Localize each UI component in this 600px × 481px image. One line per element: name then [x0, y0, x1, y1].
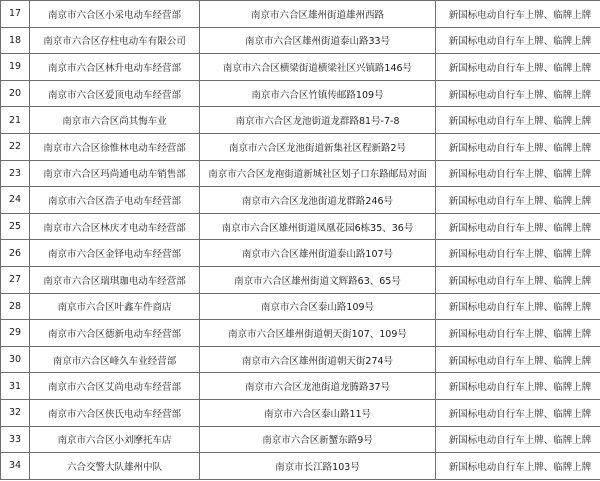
service-scope: 新国标电动自行车上牌、临牌上牌 — [436, 240, 600, 267]
service-scope: 新国标电动自行车上牌、临牌上牌 — [436, 373, 600, 400]
row-number: 17 — [1, 1, 30, 28]
table-row — [1, 320, 600, 347]
table-row — [1, 213, 600, 240]
shop-address: 南京市六合区雄州街道朝天街274号 — [200, 346, 436, 373]
row-number: 25 — [1, 213, 30, 240]
table-row — [1, 27, 600, 54]
shop-name: 南京市六合区爱顶电动车经营部 — [30, 80, 200, 107]
shop-name: 南京市六合区侠氏电动车经营部 — [30, 399, 200, 426]
shop-address: 南京市六合区泰山路11号 — [200, 399, 436, 426]
shop-address: 南京市六合区泰山路109号 — [200, 293, 436, 320]
service-scope: 新国标电动自行车上牌、临牌上牌 — [436, 266, 600, 293]
shop-address: 南京市六合区雄州街道文辉路63、65号 — [200, 266, 436, 293]
table-row — [1, 266, 600, 293]
row-number: 21 — [1, 107, 30, 134]
shop-name: 南京市六合区林庆才电动车经营部 — [30, 213, 200, 240]
shop-name: 南京市六合区叶鑫车件商店 — [30, 293, 200, 320]
service-scope: 新国标电动自行车上牌、临牌上牌 — [436, 399, 600, 426]
shop-address: 南京市六合区雄州街道泰山路33号 — [200, 27, 436, 54]
row-number: 26 — [1, 240, 30, 267]
service-scope: 新国标电动自行车上牌、临牌上牌 — [436, 320, 600, 347]
service-scope: 新国标电动自行车上牌、临牌上牌 — [436, 346, 600, 373]
service-scope: 新国标电动自行车上牌、临牌上牌 — [436, 27, 600, 54]
table-row — [1, 107, 600, 134]
shop-name: 南京市六合区艾尚电动车经营部 — [30, 373, 200, 400]
shop-name: 南京市六合区尚其悔车业 — [30, 107, 200, 134]
table-row — [1, 54, 600, 81]
table-row — [1, 346, 600, 373]
shop-name: 南京市六合区存柱电动车有限公司 — [30, 27, 200, 54]
shop-name: 南京市六合区瑞琪珈电动车经营部 — [30, 266, 200, 293]
row-number: 27 — [1, 266, 30, 293]
table-row — [1, 240, 600, 267]
table-row — [1, 80, 600, 107]
table-row — [1, 399, 600, 426]
row-number: 29 — [1, 320, 30, 347]
shop-address: 南京市六合区龙池街道龙群路246号 — [200, 187, 436, 214]
service-scope: 新国标电动自行车上牌、临牌上牌 — [436, 133, 600, 160]
shop-name: 南京市六合区玛尚通电动车销售部 — [30, 160, 200, 187]
shop-address: 南京市六合区龙池街道龙腾路37号 — [200, 373, 436, 400]
shop-address: 南京市六合区雄州街道雄州西路 — [200, 1, 436, 28]
shop-address: 南京市六合区雄州街道泰山路107号 — [200, 240, 436, 267]
row-number: 22 — [1, 133, 30, 160]
service-scope: 新国标电动自行车上牌、临牌上牌 — [436, 107, 600, 134]
row-number: 23 — [1, 160, 30, 187]
row-number: 24 — [1, 187, 30, 214]
shop-address: 南京市六合区雄州街道朝天街107、109号 — [200, 320, 436, 347]
shop-name: 南京市六合区林升电动车经营部 — [30, 54, 200, 81]
service-scope: 新国标电动自行车上牌、临牌上牌 — [436, 187, 600, 214]
shop-address: 南京市六合区龙池街道龙群路81号-7-8 — [200, 107, 436, 134]
service-scope: 新国标电动自行车上牌、临牌上牌 — [436, 160, 600, 187]
shop-name: 南京市六合区小刘摩托车店 — [30, 426, 200, 453]
shop-name: 南京市六合区徐惟林电动车经营部 — [30, 133, 200, 160]
shop-name: 六合交警大队雄州中队 — [30, 453, 200, 480]
table-row — [1, 1, 600, 28]
shop-address: 南京市六合区新蟹东路9号 — [200, 426, 436, 453]
shop-name: 南京市六合区金铎电动车经营部 — [30, 240, 200, 267]
table-row — [1, 373, 600, 400]
table-row — [1, 293, 600, 320]
row-number: 34 — [1, 453, 30, 480]
row-number: 31 — [1, 373, 30, 400]
shop-address: 南京市六合区龙池街道新集社区程新路2号 — [200, 133, 436, 160]
table-row — [1, 133, 600, 160]
service-scope: 新国标电动自行车上牌、临牌上牌 — [436, 80, 600, 107]
service-scope: 新国标电动自行车上牌、临牌上牌 — [436, 213, 600, 240]
row-number: 28 — [1, 293, 30, 320]
row-number: 33 — [1, 426, 30, 453]
shop-name: 南京市六合区浩子电动车经营部 — [30, 187, 200, 214]
table-row — [1, 453, 600, 480]
table-body — [1, 1, 600, 480]
shop-address: 南京市六合区竹镇传邮路109号 — [200, 80, 436, 107]
shop-address: 南京市六合区横梁街道横梁社区兴镇路146号 — [200, 54, 436, 81]
table-row — [1, 160, 600, 187]
shop-address: 南京市长江路103号 — [200, 453, 436, 480]
shop-name: 南京市六合区德新电动车经营部 — [30, 320, 200, 347]
service-scope: 新国标电动自行车上牌、临牌上牌 — [436, 293, 600, 320]
service-scope: 新国标电动自行车上牌、临牌上牌 — [436, 1, 600, 28]
shop-address: 南京市六合区龙袍街道新城社区划子口东路邮局对面 — [200, 160, 436, 187]
row-number: 30 — [1, 346, 30, 373]
table-row — [1, 187, 600, 214]
row-number: 32 — [1, 399, 30, 426]
service-scope: 新国标电动自行车上牌、临牌上牌 — [436, 426, 600, 453]
row-number: 18 — [1, 27, 30, 54]
service-scope: 新国标电动自行车上牌、临牌上牌 — [436, 453, 600, 480]
row-number: 20 — [1, 80, 30, 107]
table-row — [1, 426, 600, 453]
shop-name: 南京市六合区小采电动车经营部 — [30, 1, 200, 28]
row-number: 19 — [1, 54, 30, 81]
shop-address: 南京市六合区雄州街道凤凰花园6栋35、36号 — [200, 213, 436, 240]
shop-name: 南京市六合区峰久车业经营部 — [30, 346, 200, 373]
service-scope: 新国标电动自行车上牌、临牌上牌 — [436, 54, 600, 81]
